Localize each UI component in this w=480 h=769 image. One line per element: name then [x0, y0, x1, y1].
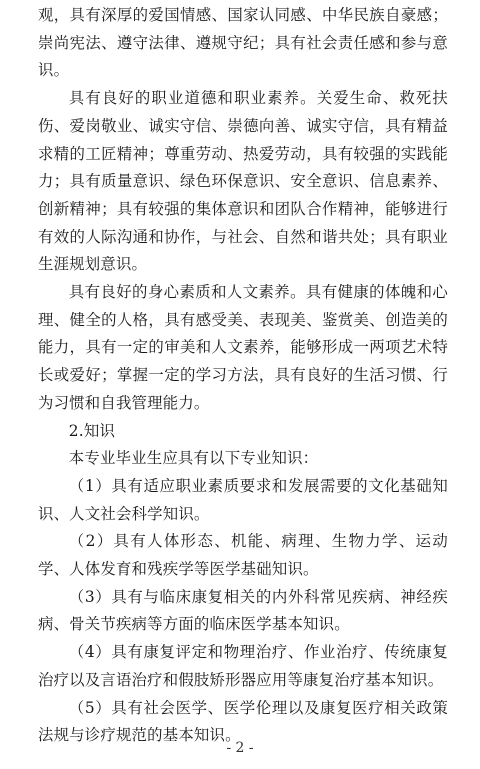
paragraph-physical-mental-quality: 具有良好的身心素质和人文素养。具有健康的体魄和心理、健全的人格，具有感受美、表现美、鉴赏美、创造美的能力，具有一定的审美和人文素养，能够形成一两项艺术特长或爱好；掌握一定的学习方法，具有良好的生活习惯、行为习惯和自我管理能力。 — [38, 283, 448, 412]
knowledge-item-3: （3）具有与临床康复相关的内外科常见疾病、神经疾病、骨关节疾病等方面的临床医学基本知识。 — [38, 587, 448, 634]
knowledge-intro: 本专业毕业生应具有以下专业知识： — [68, 449, 319, 468]
knowledge-item-5: （5）具有社会医学、医学伦理以及康复医疗相关政策法规与诊疗规范的基本知识。 — [38, 698, 448, 745]
document-body — [38, 2, 448, 750]
page-number: - 2 - — [226, 740, 254, 756]
knowledge-item-1: （1）具有适应职业素质要求和发展需要的文化基础知识、人文社会科学知识。 — [38, 476, 448, 523]
section-heading-knowledge: 2.知识 — [68, 421, 116, 440]
paragraph-continuation: 观，具有深厚的爱国情感、国家认同感、中华民族自豪感；崇尚宪法、遵守法律、遵规守纪；具有社会责任感和参与意识。 — [38, 6, 448, 80]
knowledge-item-2: （2）具有人体形态、机能、病理、生物力学、运动学、人体发育和残疾学等医学基础知识。 — [38, 532, 448, 579]
paragraph-professional-ethics: 具有良好的职业道德和职业素养。关爱生命、救死扶伤、爱岗敬业、诚实守信、崇德向善、诚实守信，具有精益求精的工匠精神；尊重劳动、热爱劳动，具有较强的实践能力；具有质量意识、绿色环保意识、安全意识、信息素养、创新精神；具有较强的集体意识和团队合作精神，能够进行有效的人际沟通和协作，与社会、自然和谐共处；具有职业生涯规划意识。 — [38, 89, 448, 274]
knowledge-item-4: （4）具有康复评定和物理治疗、作业治疗、传统康复治疗以及言语治疗和假肢矫形器应用等康复治疗基本知识。 — [38, 643, 448, 689]
